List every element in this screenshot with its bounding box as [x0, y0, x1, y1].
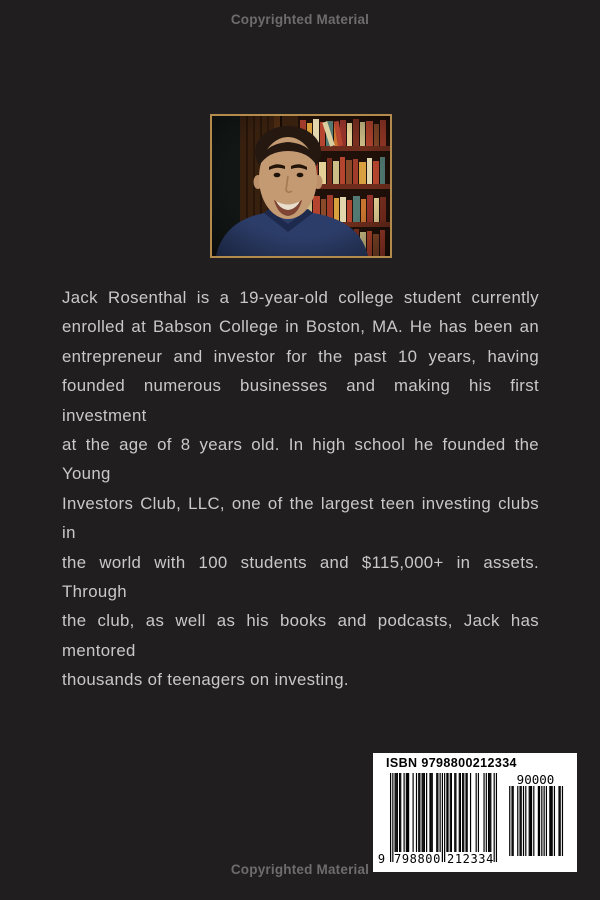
barcode-digits-right: 212334 [447, 852, 494, 866]
bio-line: enrolled at Babson College in Boston, MA. He has been an [62, 317, 539, 337]
photo-vignette [212, 116, 390, 256]
bio-line: at the age of 8 years old. In high school he founded the Young [62, 435, 539, 484]
bio-line: entrepreneur and investor for the past 10 years, having [62, 346, 539, 366]
barcode-addon-code: 90000 [516, 772, 555, 787]
author-bio [62, 283, 539, 695]
bio-line: Jack Rosenthal is a 19-year-old college student currently [62, 288, 539, 307]
copyright-watermark-top: Copyrighted Material [230, 12, 370, 27]
isbn-label: ISBN 9798800212334 [386, 756, 517, 770]
author-photo-illustration [212, 116, 390, 256]
bio-line: the world with 100 students and $115,000+ in assets. Through [62, 552, 539, 602]
author-photo [210, 114, 392, 258]
bio-line: founded numerous businesses and making his first investment [62, 376, 539, 425]
bio-line: the club, as well as his books and podcasts, Jack has mentored [62, 611, 539, 660]
barcode-digit-prefix: 9 [377, 852, 386, 866]
isbn-barcode-block [373, 753, 577, 872]
copyright-watermark-bottom: Copyrighted Material [230, 862, 370, 877]
bio-line: thousands of teenagers on investing. [62, 670, 349, 690]
barcode-digits-left: 798800 [394, 852, 441, 866]
bio-line: Investors Club, LLC, one of the largest teen investing clubs in [62, 493, 539, 543]
